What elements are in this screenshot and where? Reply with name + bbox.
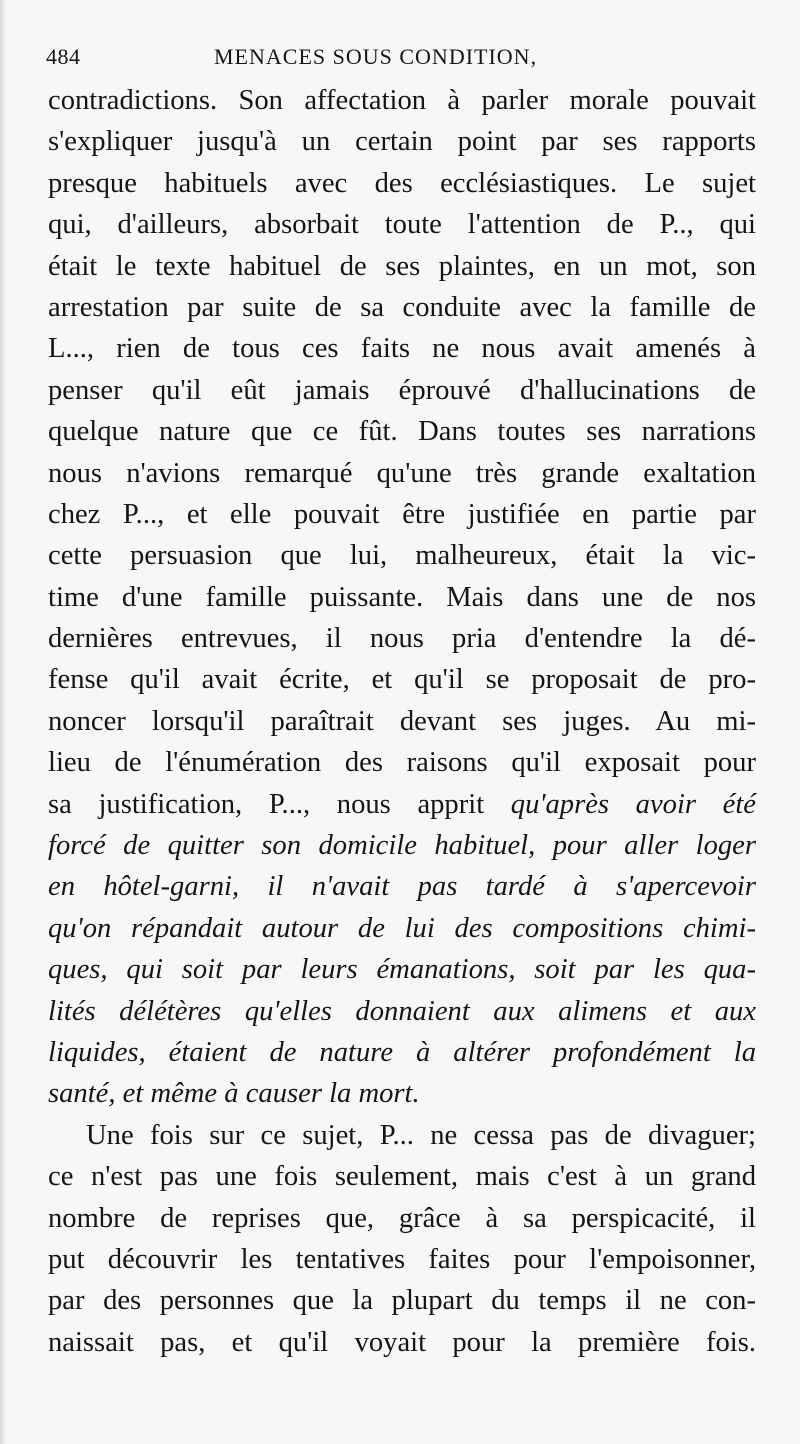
text-line-mixed (48, 784, 756, 825)
text-line: qui, d'ailleurs, absorbait toute l'attention de P.., qui (48, 209, 756, 241)
text-line: chez P..., et elle pouvait être justifiée en partie par (48, 498, 756, 530)
text-line: put découvrir les tentatives faites pour l'empoisonner, (48, 1243, 756, 1275)
page-number: 484 (46, 44, 81, 69)
text-line: par des personnes que la plupart du temps il ne con- (48, 1285, 756, 1317)
text-line: était le texte habituel de ses plaintes, en un mot, son (48, 250, 756, 282)
text-line: fense qu'il avait écrite, et qu'il se proposait de pro- (48, 664, 756, 696)
italic-line: liquides, étaient de nature à altérer profondément la (48, 1036, 756, 1068)
running-title: MENACES SOUS CONDITION, (214, 44, 538, 69)
text-line: L..., rien de tous ces faits ne nous avait amenés à (48, 333, 756, 365)
text-line: naissait pas, et qu'il voyait pour la première fois. (48, 1326, 756, 1358)
text-line: s'expliquer jusqu'à un certain point par ses rapports (48, 126, 756, 158)
text-line: lieu de l'énumération des raisons qu'il exposait pour (48, 747, 756, 779)
text-line: noncer lorsqu'il paraîtrait devant ses juges. Au mi- (48, 705, 756, 737)
italic-line: qu'on répandait autour de lui des compositions chimi- (48, 912, 756, 944)
text-line-italic-tail: qu'après avoir été (510, 788, 756, 820)
italic-line: forcé de quitter son domicile habituel, pour aller loger (48, 830, 756, 862)
text-line: presque habituels avec des ecclésiastiques. Le sujet (48, 167, 756, 199)
paragraph-start-line: Une fois sur ce sujet, P... ne cessa pas de divaguer; (86, 1119, 756, 1151)
text-line: arrestation par suite de sa conduite avec la famille de (48, 291, 756, 323)
text-line: nous n'avions remarqué qu'une très grande exaltation (48, 457, 756, 489)
text-line: nombre de reprises que, grâce à sa perspicacité, il (48, 1202, 756, 1234)
text-line: cette persuasion que lui, malheureux, était la vic- (48, 540, 756, 572)
text-line: ce n'est pas une fois seulement, mais c'est à un grand (48, 1161, 756, 1193)
italic-line: lités délétères qu'elles donnaient aux alimens et aux (48, 995, 756, 1027)
text-line: contradictions. Son affectation à parler morale pouvait (48, 85, 756, 116)
text-line-roman: sa justification, P..., nous apprit (48, 788, 485, 820)
text-line: time d'une famille puissante. Mais dans une de nos (48, 581, 756, 613)
italic-line: en hôtel-garni, il n'avait pas tardé à s'apercevoir (48, 871, 756, 903)
italic-line: ques, qui soit par leurs émanations, soit par les qua- (48, 954, 756, 986)
text-line: penser qu'il eût jamais éprouvé d'hallucinations de (48, 374, 756, 406)
text-line: quelque nature que ce fût. Dans toutes ses narrations (48, 416, 756, 448)
page-header (46, 38, 586, 78)
italic-line-last: santé, et même à causer la mort. (48, 1078, 420, 1110)
text-line: dernières entrevues, il nous pria d'entendre la dé- (48, 623, 756, 655)
body-text (48, 80, 756, 1363)
page-edge-shadow (0, 0, 6, 1444)
